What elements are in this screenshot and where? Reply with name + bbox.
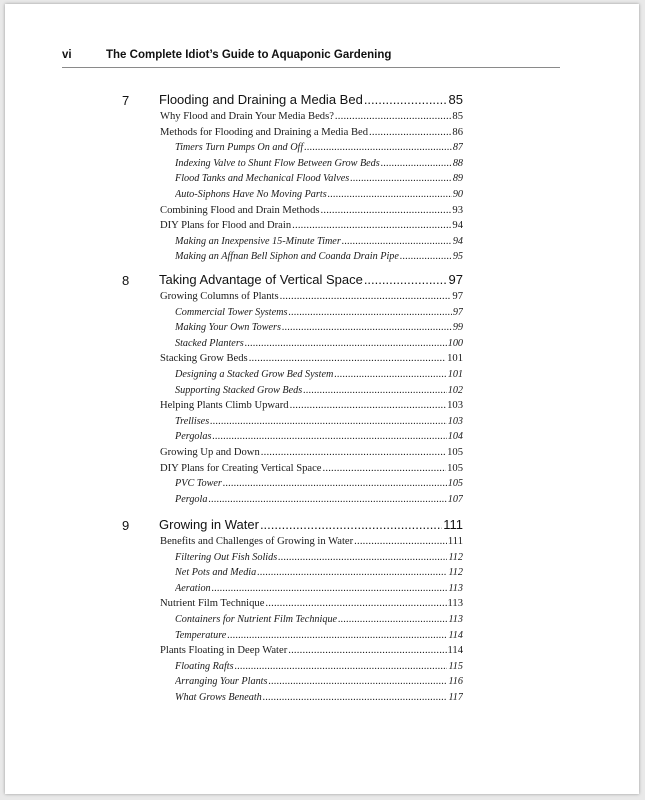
entry-title: Temperature xyxy=(175,629,227,641)
entry-page: 101 xyxy=(447,353,463,365)
entry-title: Containers for Nutrient Film Technique xyxy=(175,613,338,625)
toc-entry-line xyxy=(160,291,463,302)
entry-page: 114 xyxy=(447,645,463,657)
toc-entry-list xyxy=(5,111,639,267)
toc-subsection-entry xyxy=(5,322,639,338)
dot-leader xyxy=(227,630,447,641)
toc-subsection-entry xyxy=(5,630,639,646)
entry-page: 87 xyxy=(452,142,463,154)
dot-leader xyxy=(342,236,452,247)
entry-title: Arranging Your Plants xyxy=(175,676,268,688)
entry-page: 101 xyxy=(447,368,463,380)
entry-title: Combining Flood and Drain Methods xyxy=(160,204,320,216)
toc-entry-line xyxy=(175,583,463,594)
dot-leader xyxy=(350,173,452,184)
entry-title: Methods for Flooding and Draining a Media Bed xyxy=(160,126,369,138)
toc-subsection-entry xyxy=(5,173,639,189)
dot-leader xyxy=(335,111,452,122)
dot-leader xyxy=(290,400,447,411)
entry-title: Making Your Own Towers xyxy=(175,322,281,334)
dot-leader xyxy=(334,369,446,380)
toc-chapter xyxy=(5,516,639,708)
entry-title: What Grows Beneath xyxy=(175,691,262,703)
dot-leader xyxy=(257,567,447,578)
toc-subsection-entry xyxy=(5,692,639,708)
entry-page: 107 xyxy=(447,493,463,505)
dot-leader xyxy=(303,385,446,396)
entry-page: 105 xyxy=(447,478,463,490)
toc-entry-line xyxy=(175,661,463,672)
toc-section-entry xyxy=(5,598,639,614)
toc-entry-line xyxy=(175,173,463,184)
entry-page: 117 xyxy=(448,691,463,703)
toc-entry-line xyxy=(160,463,463,474)
toc-entry-line xyxy=(175,431,463,442)
entry-title: Making an Inexpensive 15-Minute Timer xyxy=(175,235,341,247)
chapter-title: Flooding and Draining a Media Bed xyxy=(159,92,363,107)
entry-title: Trellises xyxy=(175,415,210,427)
entry-title: Timers Turn Pumps On and Off xyxy=(175,142,304,154)
entry-title: Floating Rafts xyxy=(175,660,234,672)
entry-title: Net Pots and Media xyxy=(175,567,257,579)
toc-entry-line xyxy=(175,478,463,489)
chapter-title-line xyxy=(159,92,463,107)
toc-section-entry xyxy=(5,463,639,479)
dot-leader xyxy=(364,92,448,107)
dot-leader xyxy=(235,661,448,672)
toc-section-entry xyxy=(5,447,639,463)
toc-entry-line xyxy=(160,447,463,458)
entry-page: 116 xyxy=(448,676,463,688)
dot-leader xyxy=(208,494,446,505)
toc-subsection-entry xyxy=(5,236,639,252)
entry-title: Plants Floating in Deep Water xyxy=(160,645,288,657)
toc-section-entry xyxy=(5,536,639,552)
toc-entry-line xyxy=(160,400,463,411)
entry-page: 113 xyxy=(447,598,463,610)
toc-subsection-entry xyxy=(5,385,639,401)
dot-leader xyxy=(265,598,446,609)
toc-subsection-entry xyxy=(5,478,639,494)
dot-leader xyxy=(260,517,442,532)
entry-page: 112 xyxy=(448,567,463,579)
toc-entry-line xyxy=(160,645,463,656)
toc-entry-line xyxy=(160,220,463,231)
toc-entry-line xyxy=(175,236,463,247)
entry-page: 113 xyxy=(448,582,463,594)
chapter-title-line xyxy=(159,517,463,532)
dot-leader xyxy=(223,478,447,489)
entry-title: Growing Up and Down xyxy=(160,446,260,458)
toc-entry-line xyxy=(175,307,463,318)
chapter-page: 85 xyxy=(448,92,463,107)
toc-entry-line xyxy=(160,127,463,138)
book-title: The Complete Idiot’s Guide to Aquaponic Gardening xyxy=(106,49,392,61)
toc-entry-line xyxy=(175,251,463,262)
entry-page: 112 xyxy=(448,551,463,563)
chapter-title: Taking Advantage of Vertical Space xyxy=(159,272,363,287)
toc-section-entry xyxy=(5,645,639,661)
entry-page: 97 xyxy=(452,291,463,302)
chapter-number: 8 xyxy=(122,273,130,288)
toc-entry-line xyxy=(175,416,463,427)
entry-page: 103 xyxy=(447,415,463,427)
chapter-heading xyxy=(5,91,639,111)
dot-leader xyxy=(261,447,446,458)
toc-section-entry xyxy=(5,127,639,143)
toc-entry-line xyxy=(175,676,463,687)
dot-leader xyxy=(400,251,452,262)
toc-entry-line xyxy=(160,598,463,609)
entry-title: Making an Affnan Bell Siphon and Coanda Drain Pipe xyxy=(175,251,399,263)
dot-leader xyxy=(280,291,452,302)
toc-entry-list xyxy=(5,536,639,708)
toc-entry-line xyxy=(160,353,463,364)
entry-title: DIY Plans for Creating Vertical Space xyxy=(160,462,322,474)
dot-leader xyxy=(245,338,447,349)
toc-entry-line xyxy=(175,494,463,505)
dot-leader xyxy=(321,205,452,216)
entry-page: 111 xyxy=(447,536,463,547)
toc-entry-line xyxy=(175,630,463,641)
dot-leader xyxy=(212,431,446,442)
chapter-number: 9 xyxy=(122,518,130,533)
toc-subsection-entry xyxy=(5,307,639,323)
entry-page: 97 xyxy=(452,306,463,318)
entry-page: 105 xyxy=(447,446,463,458)
book-page xyxy=(5,4,639,794)
entry-page: 94 xyxy=(452,220,463,232)
entry-page: 86 xyxy=(452,126,463,138)
chapter-page: 111 xyxy=(443,517,463,532)
entry-title: Designing a Stacked Grow Bed System xyxy=(175,368,334,380)
toc-subsection-entry xyxy=(5,676,639,692)
entry-page: 99 xyxy=(452,322,463,334)
entry-title: Auto-Siphons Have No Moving Parts xyxy=(175,188,327,200)
toc-entry-line xyxy=(175,369,463,380)
entry-page: 88 xyxy=(452,157,463,169)
entry-page: 114 xyxy=(448,629,463,641)
toc-subsection-entry xyxy=(5,431,639,447)
header-rule xyxy=(62,67,560,68)
toc-entry-line xyxy=(175,614,463,625)
entry-title: Pergolas xyxy=(175,431,212,443)
toc-entry-line xyxy=(175,567,463,578)
entry-page: 100 xyxy=(447,337,463,349)
entry-title: Aeration xyxy=(175,582,211,594)
toc-entry-line xyxy=(175,158,463,169)
entry-page: 95 xyxy=(452,251,463,263)
toc-section-entry xyxy=(5,291,639,307)
toc-subsection-entry xyxy=(5,661,639,677)
toc-entry-line xyxy=(160,205,463,216)
entry-title: Filtering Out Fish Solids xyxy=(175,551,278,563)
entry-title: Stacking Grow Beds xyxy=(160,353,248,365)
toc-subsection-entry xyxy=(5,158,639,174)
toc-section-entry xyxy=(5,111,639,127)
toc-entry-line xyxy=(175,552,463,563)
chapter-title: Growing in Water xyxy=(159,517,259,532)
entry-page: 102 xyxy=(447,384,463,396)
dot-leader xyxy=(210,416,447,427)
dot-leader xyxy=(288,645,446,656)
entry-page: 94 xyxy=(452,235,463,247)
toc-chapter xyxy=(5,91,639,267)
dot-leader xyxy=(249,353,446,364)
toc-subsection-entry xyxy=(5,567,639,583)
entry-page: 104 xyxy=(447,431,463,443)
entry-page: 89 xyxy=(452,173,463,185)
dot-leader xyxy=(364,272,448,287)
entry-title: Commercial Tower Systems xyxy=(175,306,288,318)
toc-entry-line xyxy=(175,692,463,703)
toc-entry-list xyxy=(5,291,639,509)
toc-entry-line xyxy=(175,189,463,200)
entry-title: Supporting Stacked Grow Beds xyxy=(175,384,303,396)
dot-leader xyxy=(268,676,447,687)
toc-subsection-entry xyxy=(5,583,639,599)
entry-title: PVC Tower xyxy=(175,478,222,490)
entry-title: Indexing Valve to Shunt Flow Between Grow Beds xyxy=(175,157,380,169)
toc-subsection-entry xyxy=(5,189,639,205)
entry-page: 85 xyxy=(452,111,463,122)
chapter-number: 7 xyxy=(122,93,130,108)
entry-title: Stacked Planters xyxy=(175,337,244,349)
toc-subsection-entry xyxy=(5,614,639,630)
entry-title: Pergola xyxy=(175,493,208,505)
dot-leader xyxy=(282,322,452,333)
dot-leader xyxy=(304,142,452,153)
toc-section-entry xyxy=(5,353,639,369)
dot-leader xyxy=(354,536,447,547)
entry-title: Helping Plants Climb Upward xyxy=(160,400,289,412)
entry-title: Growing Columns of Plants xyxy=(160,291,279,302)
entry-title: Nutrient Film Technique xyxy=(160,598,265,610)
toc-subsection-entry xyxy=(5,416,639,432)
toc-subsection-entry xyxy=(5,552,639,568)
chapter-heading xyxy=(5,271,639,291)
toc-entry-line xyxy=(160,536,463,547)
dot-leader xyxy=(288,307,451,318)
toc-subsection-entry xyxy=(5,142,639,158)
toc-entry-line xyxy=(175,322,463,333)
toc-subsection-entry xyxy=(5,494,639,510)
chapter-page: 97 xyxy=(448,272,463,287)
dot-leader xyxy=(278,552,447,563)
dot-leader xyxy=(323,463,447,474)
toc-entry-line xyxy=(175,338,463,349)
toc-subsection-entry xyxy=(5,338,639,354)
entry-page: 93 xyxy=(452,204,463,216)
toc-section-entry xyxy=(5,400,639,416)
chapter-heading xyxy=(5,516,639,536)
toc-entry-line xyxy=(160,111,463,122)
entry-page: 113 xyxy=(448,613,463,625)
entry-title: Flood Tanks and Mechanical Flood Valves xyxy=(175,173,350,185)
entry-page: 115 xyxy=(448,660,463,672)
entry-title: DIY Plans for Flood and Drain xyxy=(160,220,292,232)
entry-page: 103 xyxy=(447,400,463,412)
page-number: vi xyxy=(62,49,72,61)
toc-entry-line xyxy=(175,385,463,396)
dot-leader xyxy=(212,583,448,594)
toc-chapter xyxy=(5,271,639,509)
toc-section-entry xyxy=(5,205,639,221)
dot-leader xyxy=(381,158,452,169)
entry-title: Why Flood and Drain Your Media Beds? xyxy=(160,111,334,122)
dot-leader xyxy=(292,220,451,231)
toc-subsection-entry xyxy=(5,251,639,267)
dot-leader xyxy=(263,692,448,703)
dot-leader xyxy=(369,127,451,138)
chapter-title-line xyxy=(159,272,463,287)
entry-page: 90 xyxy=(452,188,463,200)
toc-subsection-entry xyxy=(5,369,639,385)
dot-leader xyxy=(338,614,447,625)
toc-section-entry xyxy=(5,220,639,236)
entry-page: 105 xyxy=(447,462,463,474)
toc-entry-line xyxy=(175,142,463,153)
entry-title: Benefits and Challenges of Growing in Water xyxy=(160,536,354,547)
dot-leader xyxy=(328,189,452,200)
